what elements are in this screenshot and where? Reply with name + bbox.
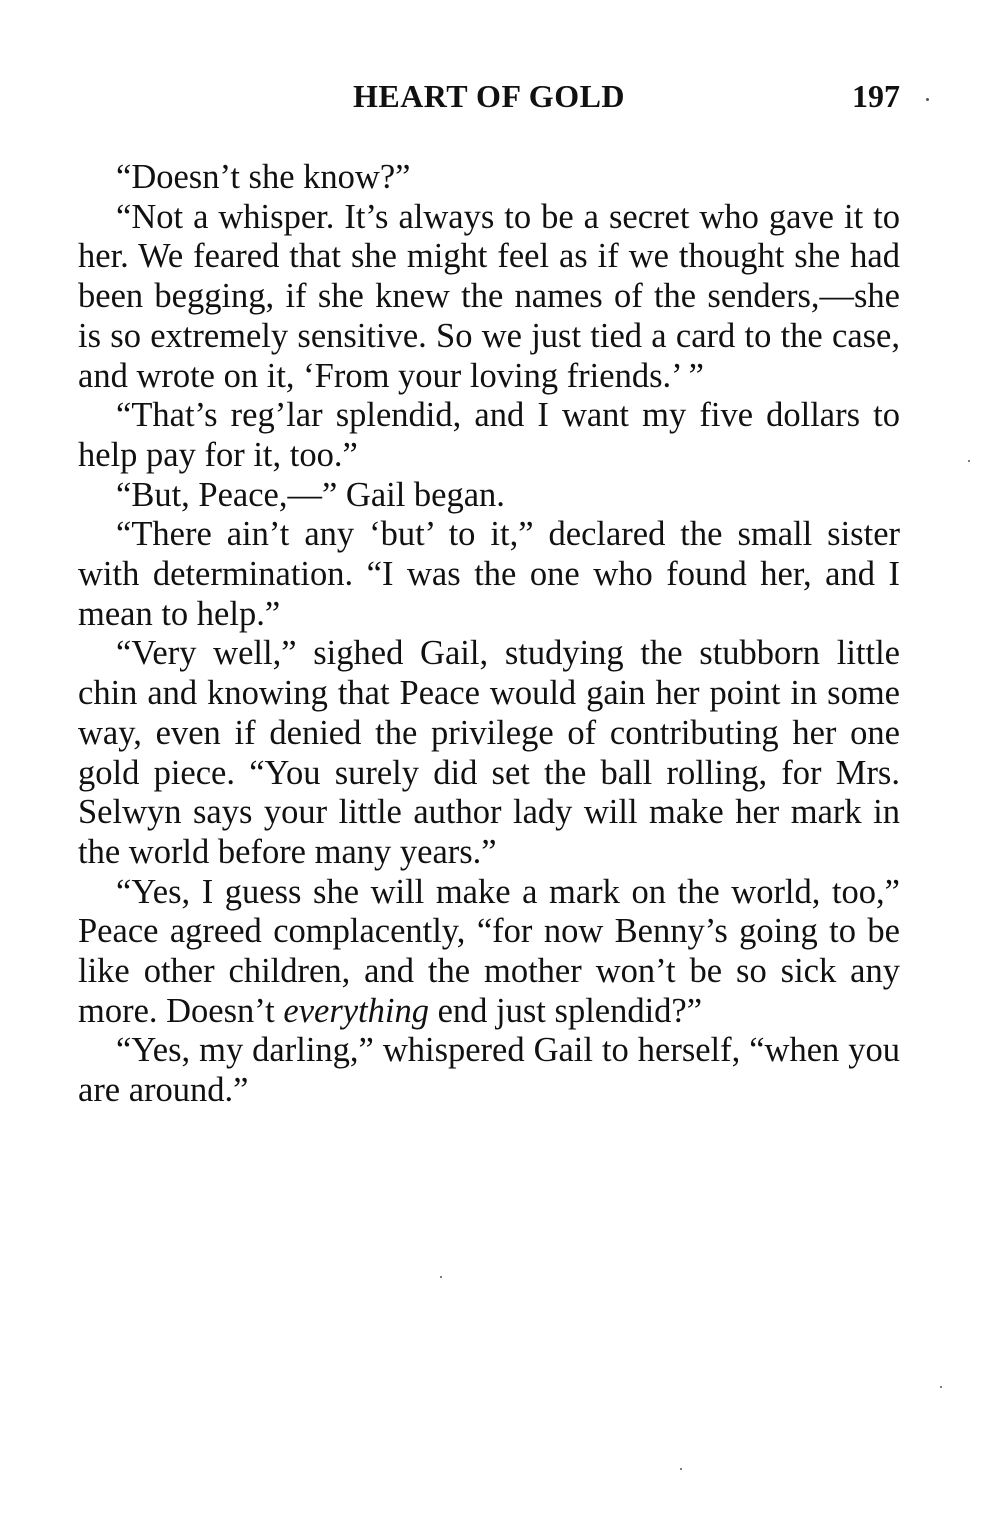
paragraph-text: “Yes, I guess she will make a mark on the world, too,” Peace agreed complacently, “for now Benny’s going to be like other children, and the mother won’t be so sick any more. Doesn’t	[78, 872, 900, 1030]
page-number: 197	[852, 78, 900, 114]
italic-emphasis: everything	[283, 991, 429, 1030]
running-title: HEART OF GOLD	[352, 78, 626, 114]
paragraph: “Doesn’t she know?”	[116, 158, 411, 196]
body-text	[78, 158, 900, 1111]
paragraph: “But, Peace,—” Gail began.	[116, 475, 505, 514]
paragraph: “Yes, my darling,” whispered Gail to herself, “when you are around.”	[78, 1031, 900, 1110]
scan-speck	[968, 460, 970, 462]
scan-speck	[926, 98, 929, 101]
paragraph-text: end just splendid?”	[428, 991, 703, 1030]
scan-speck	[440, 1276, 442, 1278]
scan-speck	[940, 1386, 942, 1388]
running-header	[78, 74, 900, 118]
paragraph	[78, 873, 900, 1032]
paragraph: “Not a whisper. It’s always to be a secret who gave it to her. We feared that she might feel as if we thought she had been begging, if she knew the names of the senders,—she is so extremely sensitive. So we just tied a card to the case, and wrote on it, ‘From your loving friends.’ ”	[78, 197, 900, 395]
paragraph: “Very well,” sighed Gail, studying the stubborn little chin and knowing that Peace would gain her point in some way, even if denied the privilege of contributing her one gold piece. “You surely did set the ball rolling, for Mrs. Selwyn says your little author lady will make her mark in the world before many years.”	[78, 634, 900, 871]
scan-speck	[680, 1468, 682, 1470]
paragraph: “That’s reg’lar splendid, and I want my five dollars to help pay for it, too.”	[78, 396, 900, 474]
paragraph: “There ain’t any ‘but’ to it,” declared the small sister with determination. “I was the one who found her, and I mean to help.”	[78, 515, 900, 633]
